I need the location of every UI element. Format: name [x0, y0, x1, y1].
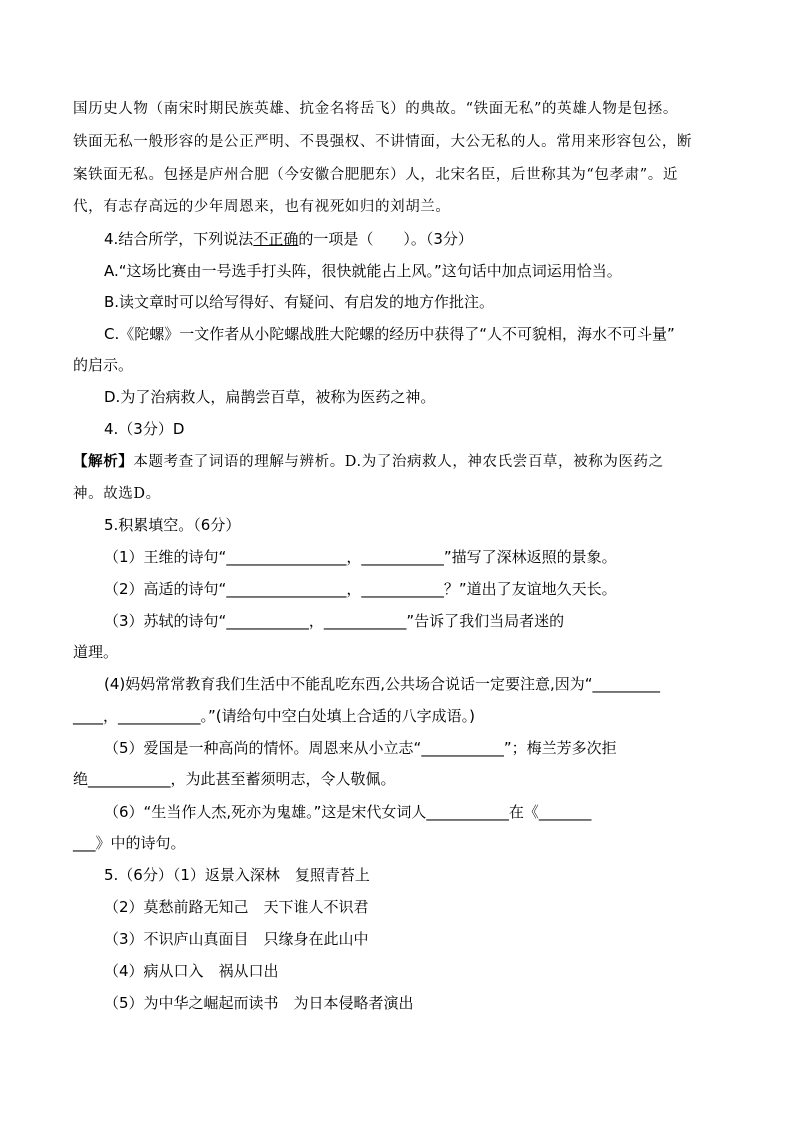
q5-answer-4: （4）病从口入 祸从口出: [104, 962, 279, 980]
q4-option-d: D.为了治病救人，扁鹊尝百草，被称为医药之神。: [104, 388, 436, 406]
intro-line-2: 铁面无私一般形容的是公正严明、不畏强权、不讲情面，大公无私的人。常用来形容包公，断: [73, 134, 693, 150]
q4-option-a: A.“这场比赛由一号选手打头阵，很快就能占上风。”这句话中加点词运用恰当。: [104, 262, 622, 280]
question-4-stem: [104, 229, 473, 249]
q4-stem-part-b: 的一项是（ ）。（3分）: [298, 230, 473, 248]
question-5-stem: 5.积累填空。（6分）: [104, 516, 241, 534]
q4-option-b: B.读文章时可以给写得好、有疑问、有启发的地方作批注。: [104, 293, 495, 311]
q5-answer-head: 5.（6分）（1）返景入深林 复照青苔上: [104, 866, 370, 884]
analysis-label: 【解析】: [73, 453, 134, 470]
q4-analysis-line-2: 神。故选D。: [73, 486, 161, 502]
q4-option-c-line-2: 的启示。: [73, 356, 134, 374]
intro-line-1: 国历史人物（南宋时期民族英雄、抗金名将岳飞）的典故。“铁面无私”的英雄人物是包拯。: [73, 101, 678, 117]
q4-stem-part-a: 4.结合所学，下列说法: [104, 230, 254, 248]
q5-item-5-line-2: 绝___________，为此甚至蓄须明志，令人敬佩。: [73, 770, 396, 788]
q5-answer-5: （5）为中华之崛起而读书 为日本侵略者演出: [104, 994, 414, 1012]
intro-line-3: 案铁面无私。包拯是庐州合肥（今安徽合肥肥东）人，北宋名臣，后世称其为“包孝肃”。近: [73, 167, 678, 183]
q4-stem-underlined: 不正确: [253, 230, 299, 248]
intro-line-4: 代，有志存高远的少年周恩来，也有视死如归的刘胡兰。: [73, 199, 451, 215]
q5-item-6-line-2: ___》中的诗句。: [73, 834, 186, 852]
analysis-text: 本题考查了词语的理解与辨析。D.为了治病救人，神农氏尝百草，被称为医药之: [133, 454, 664, 470]
q4-option-c-line-1: C.《陀螺》一文作者从小陀螺战胜大陀螺的经历中获得了“人不可貌相，海水不可斗量”: [104, 325, 675, 343]
q5-item-5-line-1: （5）爱国是一种高尚的情怀。周恩来从小立志“___________”；梅兰芳多次拒: [104, 739, 617, 757]
q4-answer: 4.（3分）D: [104, 420, 185, 438]
q4-analysis-line-1: [73, 452, 664, 472]
q5-answer-3: （3）不识庐山真面目 只缘身在此山中: [104, 930, 369, 948]
q5-item-3-line-1: （3）苏轼的诗句“___________，___________”告诉了我们当局者迷的: [104, 612, 565, 630]
q5-item-4-line-1: (4)妈妈常常教育我们生活中不能乱吃东西,公共场合说话一定要注意,因为“_________: [104, 675, 661, 693]
q5-item-3-line-2: 道理。: [73, 643, 119, 661]
q5-item-4-line-2: ____，___________。”(请给句中空白处填上合适的八字成语。): [73, 707, 475, 725]
q5-answer-2: （2）莫愁前路无知己 天下谁人不识君: [104, 898, 369, 916]
q5-item-2: （2）高适的诗句“________________，___________？”道出了友谊地久天长。: [104, 580, 617, 598]
q5-item-1: （1）王维的诗句“________________，___________”描写了深林返照的景象。: [104, 548, 617, 566]
q5-item-6-line-1: （6）“生当作人杰,死亦为鬼雄。”这是宋代女词人___________在《_______: [104, 803, 592, 821]
